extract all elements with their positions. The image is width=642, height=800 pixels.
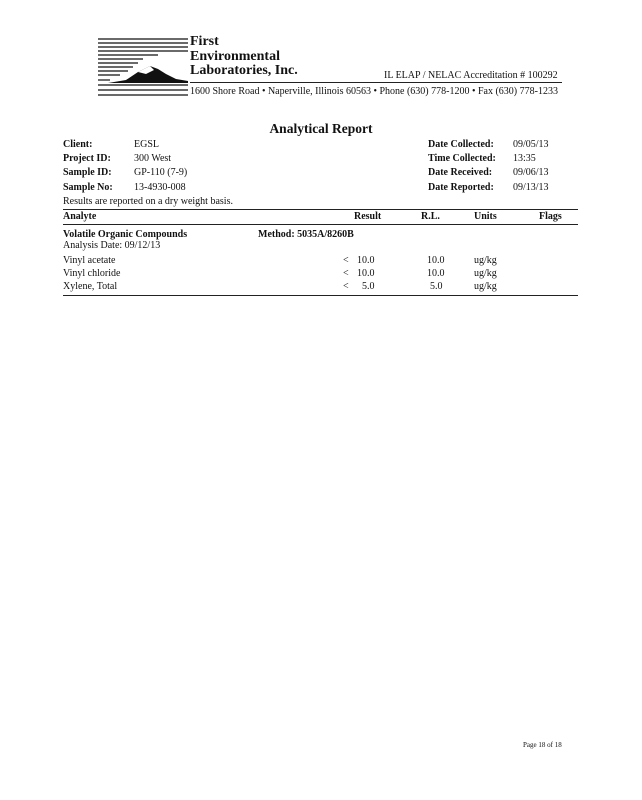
date-received-label: Date Received: [428,167,493,178]
row-units: ug/kg [474,268,497,279]
row-analyte: Xylene, Total [63,281,118,292]
page-number: Page 18 of 18 [523,741,562,749]
sample-id-label: Sample ID: [63,167,112,178]
date-collected-value: 09/05/13 [513,139,549,150]
accreditation-text: IL ELAP / NELAC Accreditation # 100292 [384,70,558,81]
date-collected-label: Date Collected: [428,139,494,150]
logo-mountain-icon [98,36,188,102]
row-result: 10.0 [357,268,375,279]
time-collected-label: Time Collected: [428,153,496,164]
row-qualifier: < [343,268,349,279]
header-rl: R.L. [421,211,440,222]
basis-note: Results are reported on a dry weight basis. [63,196,233,207]
date-reported-label: Date Reported: [428,182,494,193]
analysis-date: Analysis Date: 09/12/13 [63,240,161,251]
row-analyte: Vinyl acetate [63,255,116,266]
row-rl: 10.0 [427,255,445,266]
table-header-rule [63,224,578,225]
table-top-rule [63,209,578,210]
report-title: Analytical Report [269,121,373,136]
row-rl: 10.0 [427,268,445,279]
project-id-value: 300 West [134,153,172,164]
company-name-line2: Environmental [190,48,280,64]
company-address: 1600 Shore Road • Naperville, Illinois 60563 • Phone (630) 778-1200 • Fax (630) 778-1233 [190,86,558,97]
date-received-value: 09/06/13 [513,167,549,178]
row-result: 10.0 [357,255,375,266]
company-logo [98,36,188,102]
date-reported-value: 09/13/13 [513,182,549,193]
sample-id-value: GP-110 (7-9) [134,167,188,178]
client-label: Client: [63,139,93,150]
project-id-label: Project ID: [63,153,111,164]
row-units: ug/kg [474,255,497,266]
row-qualifier: < [343,281,349,292]
row-units: ug/kg [474,281,497,292]
row-result: 5.0 [362,281,375,292]
row-qualifier: < [343,255,349,266]
client-value: EGSL [134,139,159,150]
company-name-line1: First [190,34,219,49]
section-title: Volatile Organic Compounds [63,229,188,240]
sample-no-value: 13-4930-008 [134,182,186,193]
header-analyte: Analyte [63,211,97,222]
header-divider [190,82,562,83]
time-collected-value: 13:35 [513,153,536,164]
table-bottom-rule [63,295,578,296]
header-flags: Flags [539,211,562,222]
company-name [190,35,298,79]
sample-no-label: Sample No: [63,182,113,193]
header-units: Units [474,211,497,222]
header-result: Result [354,211,382,222]
company-name-line3: Laboratories, Inc. [190,63,298,78]
method-text: Method: 5035A/8260B [258,229,354,240]
row-rl: 5.0 [430,281,443,292]
row-analyte: Vinyl chloride [63,268,121,279]
